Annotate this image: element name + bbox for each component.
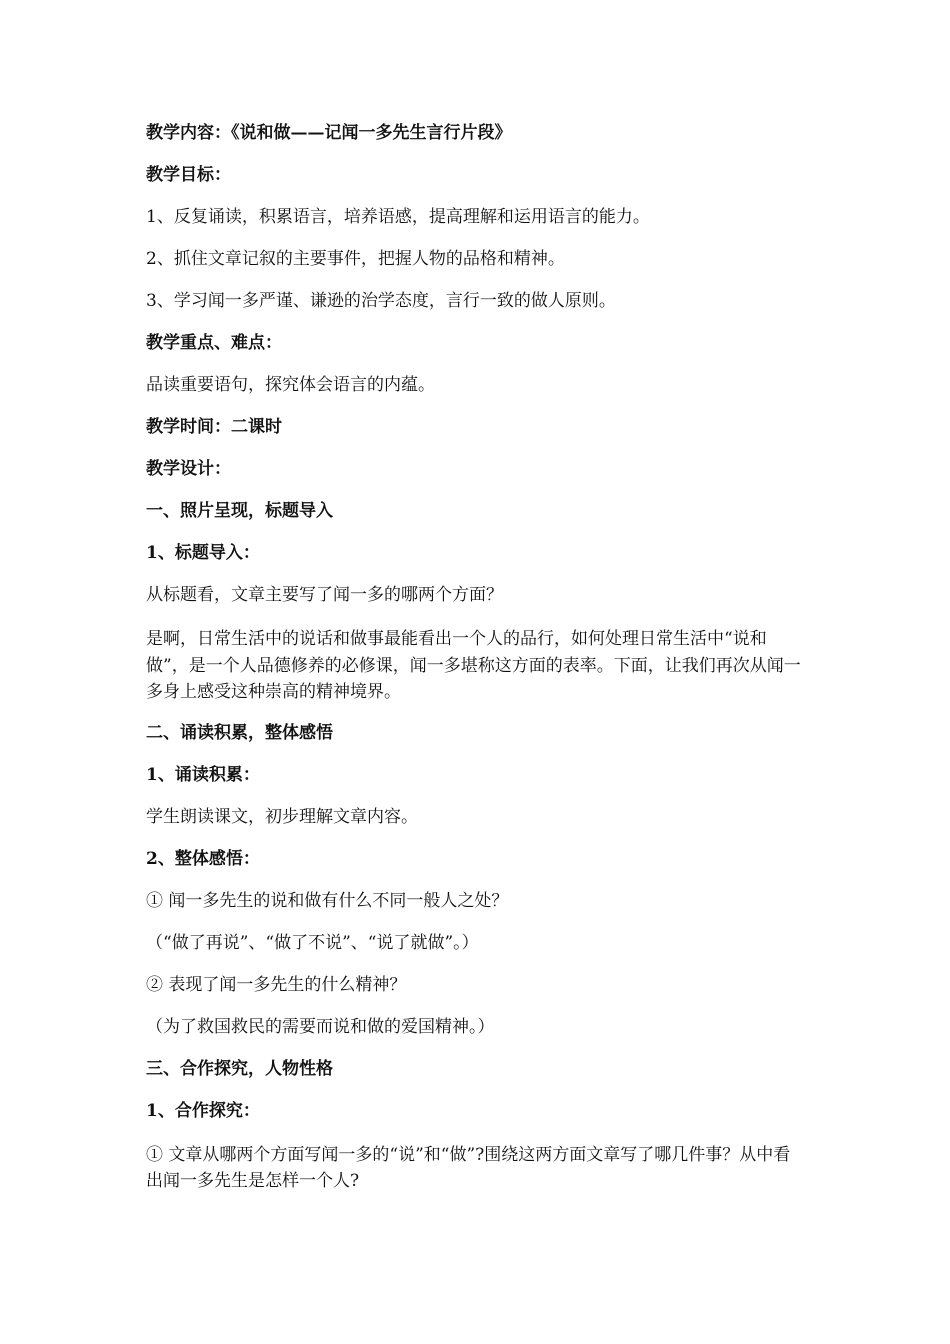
body-paragraph: ① 文章从哪两个方面写闻一多的“说”和“做”?围绕这两方面文章写了哪几件事？从中看出闻一多先生是怎样一个人?: [146, 1144, 791, 1191]
section-heading: 二、诵读积累，整体感悟: [146, 722, 333, 743]
body-paragraph: （为了救国救民的需要而说和做的爱国精神。）: [146, 1016, 495, 1037]
document-body: [146, 164, 806, 1195]
body-paragraph: 是啊，日常生活中的说话和做事最能看出一个人的品行，如何处理日常生活中“说和做”，是一个人品德修养的必修课，闻一多堪称这方面的表率。下面，让我们再次从闻一多身上感受这种崇高的精神境界。: [146, 629, 801, 702]
body-paragraph: 学生朗读课文，初步理解文章内容。: [146, 806, 418, 827]
document-page: [146, 122, 806, 1211]
body-paragraph: 品读重要语句，探究体会语言的内蕴。: [146, 375, 435, 395]
body-paragraph: ① 闻一多先生的说和做有什么不同一般人之处？: [146, 890, 509, 911]
section-heading: 教学目标：: [146, 165, 231, 185]
body-paragraph: ② 表现了闻一多先生的什么精神？: [146, 974, 407, 995]
section-heading: 1、合作探究：: [146, 1100, 260, 1121]
body-paragraph: 从标题看，文章主要写了闻一多的哪两个方面？: [146, 585, 503, 605]
section-heading: 2、整体感悟：: [146, 848, 260, 869]
section-heading: 一、照片呈现，标题导入: [146, 501, 333, 521]
body-paragraph: 2、抓住文章记叙的主要事件，把握人物的品格和精神。: [146, 249, 565, 269]
section-heading: 教学重点、难点：: [146, 333, 282, 353]
document-title: 教学内容：《说和做——记闻一多先生言行片段》: [146, 123, 512, 143]
body-paragraph: 1、反复诵读，积累语言，培养语感，提高理解和运用语言的能力。: [146, 207, 650, 227]
body-paragraph: （“做了再说”、“做了不说”、“说了就做”。）: [146, 932, 479, 953]
section-heading: 教学设计：: [146, 459, 231, 479]
section-heading: 1、诵读积累：: [146, 764, 260, 785]
section-heading: 三、合作探究，人物性格: [146, 1058, 333, 1079]
body-paragraph: 3、学习闻一多严谨、谦逊的治学态度，言行一致的做人原则。: [146, 291, 616, 311]
section-heading: 1、标题导入：: [146, 543, 260, 563]
section-heading: 教学时间：二课时: [146, 417, 282, 437]
